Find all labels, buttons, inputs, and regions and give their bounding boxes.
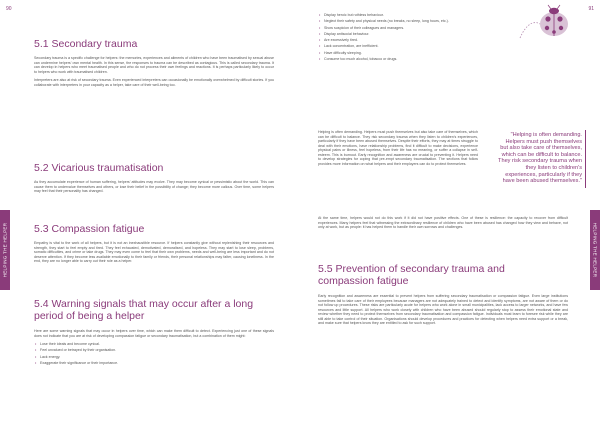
list-item: • Show suspicion of their colleagues and managers.	[324, 26, 508, 31]
section-heading-prevention: 5.5 Prevention of secondary trauma and compassion fatigue	[318, 263, 505, 287]
list-item: • Are excessively tired.	[324, 38, 508, 43]
page-number: 91	[588, 6, 594, 12]
warning-signals-list-continued	[318, 13, 508, 62]
paragraph: Empathy is vital to the work of all helpers, but it is not an inexhaustible resource. If helpers constantly give without replenishing their resources and strength, they start to feel empty and tired. They feel exhausted, demotivated, demoralised, and hopeless. They may start to lose sleep, problems, somatic difficulties, and crime or take drugs. They may even come to feel that their own problems, needs and well-being are less important and do not deserve attention. If they become less available emotionally to their family or friends, their personal relationships may falter, causing loneliness. In the end, they are no longer able to carry out their role as a helper.	[34, 241, 274, 263]
paragraph: Helping is often demanding. Helpers must push themselves but also take care of themselves, which can be difficult to balance. They risk secondary trauma when they listen to children's experiences, particularly if they have been abused themselves. Despite their efforts, they may at times struggle to deal with their emotions, have relationship problems, find it difficult to make decisions, experience physical pains or illness, feel hopeless, from their life has no meaning, or suffer a collapse in self-esteem. This is burnout. Early recognition and awareness are crucial to preventing it. Helpers need to develop strategies for coping that pre-empt secondary traumatisation. The sections that follow provides more information on what helpers and their employers can do to protect themselves.	[318, 130, 478, 166]
list-item: • Lack energy.	[40, 355, 274, 360]
list-item: • Have difficulty sleeping.	[324, 51, 508, 56]
section-heading-secondary-trauma: 5.1 Secondary trauma	[34, 38, 138, 50]
section-body-secondary-trauma	[34, 56, 274, 91]
pull-quote: "Helping is often demanding. Helpers must push themselves but also take care of themselves, which can be difficult to balance. They risk secondary trauma when they listen to children's experiences, particularly if they have been abused themselves."	[498, 132, 582, 185]
section-body-warning-signals	[34, 329, 274, 367]
section-heading-compassion-fatigue: 5.3 Compassion fatigue	[34, 223, 145, 235]
list-item: • Neglect their safety and physical needs (no breaks, no sleep, long hours, etc.).	[324, 19, 508, 24]
paragraph: Secondary trauma is a specific challenge for helpers: the memories, experiences and ailments of children who have been traumatised by sexual abuse can undermine helpers' own mental health. In this sense, the responses to trauma can be described as contagious. This is called secondary trauma. It can develop in helpers who meet traumatised people and who do not process their own feelings and reactions. It is perhaps particularly likely to occur to helpers who work with traumatised children.	[34, 56, 274, 74]
helping-demanding-text	[318, 130, 478, 170]
list-item: • Lose their ideals and become cynical.	[40, 342, 274, 347]
list-item: • Display antisocial behaviour.	[324, 32, 508, 37]
section-heading-vicarious-traumatisation: 5.2 Vicarious traumatisation	[34, 162, 164, 174]
side-tab-label: HELPING THE HELPER	[2, 222, 8, 278]
side-tab-label: HELPING THE HELPER	[592, 222, 598, 278]
list-item: • Exaggerate their significance or their importance.	[40, 361, 274, 366]
side-tab	[0, 210, 10, 290]
paragraph: Early recognition and awareness are essential to prevent helpers from suffering secondary traumatisation or compassion fatigue. Even large institutions sometimes fail to take care of their employees because managers are not adequately trained to detect and identify symptoms, are not aware of them or do not follow up procedures. These risks are particularly acute for helpers who work alone in small municipalities, lack access to larger networks, and have few resources and little support. All helpers who work closely with children who have been abused should regularly stop to assess their emotional state and review whether they need to protect themselves from secondary traumatisation and compassion fatigue. Individuals must learn to foresee risk while they are still able to take control of their situation. Organisations should develop procedures and practices for detecting when helpers need extra support or a break, and make sure that helpers know they are entitled to ask for such support.	[318, 294, 568, 325]
page-number: 90	[6, 6, 12, 12]
ladybird-icon	[514, 4, 574, 44]
section-body-vicarious-traumatisation	[34, 180, 274, 198]
list-item: • Consume too much alcohol, tobacco or drugs.	[324, 57, 508, 62]
paragraph: As they accumulate experience of human suffering, helpers' attitudes may evolve. They may become cynical or pessimistic about the world. This can cause them to undervalue themselves and others, or lose their belief in the possibility of change; they become more callous. Over time, some helpers may feel that their personality has changed.	[34, 180, 274, 193]
paragraph: Here are some warning signals that may occur in helpers over time, which can make them difficult to detect. Experiencing just one of these signals does not indicate that you are at risk of developing compassion fatigue or secondary traumatisation, but a combination of them might:	[34, 329, 274, 338]
quote-rule	[585, 130, 587, 188]
section-heading-warning-signals: 5.4 Warning signals that may occur after a long period of being a helper	[34, 298, 254, 322]
section-body-prevention	[318, 294, 568, 330]
paragraph: At the same time, helpers would not do this work if it did not have positive effects. One of these is resilience: the capacity to recover from difficult experiences. Many helpers feel that witnessing the extraordinary resilience of children who have been abused has changed how they view and behave, not only at work, but as people: it has helped them to handle their own sorrows and challenges.	[318, 216, 568, 229]
list-item: • Feel unvalued or betrayed by their organisation.	[40, 348, 274, 353]
side-tab	[590, 210, 600, 290]
list-item: • Lack concentration, are inefficient.	[324, 44, 508, 49]
section-body-compassion-fatigue	[34, 241, 274, 268]
warning-signals-continued	[318, 13, 508, 63]
warning-signals-list	[34, 342, 274, 365]
list-item: • Display heroic but ruthless behaviour.	[324, 13, 508, 18]
resilience-text	[318, 216, 568, 234]
paragraph: Interpreters are also at risk of secondary trauma. Even experienced interpreters can occasionally be emotionally overwhelmed by difficult stories. If you collaborate with interpreters in your capacity as a helper, take care of their well-being too.	[34, 78, 274, 87]
right-page	[300, 0, 600, 424]
